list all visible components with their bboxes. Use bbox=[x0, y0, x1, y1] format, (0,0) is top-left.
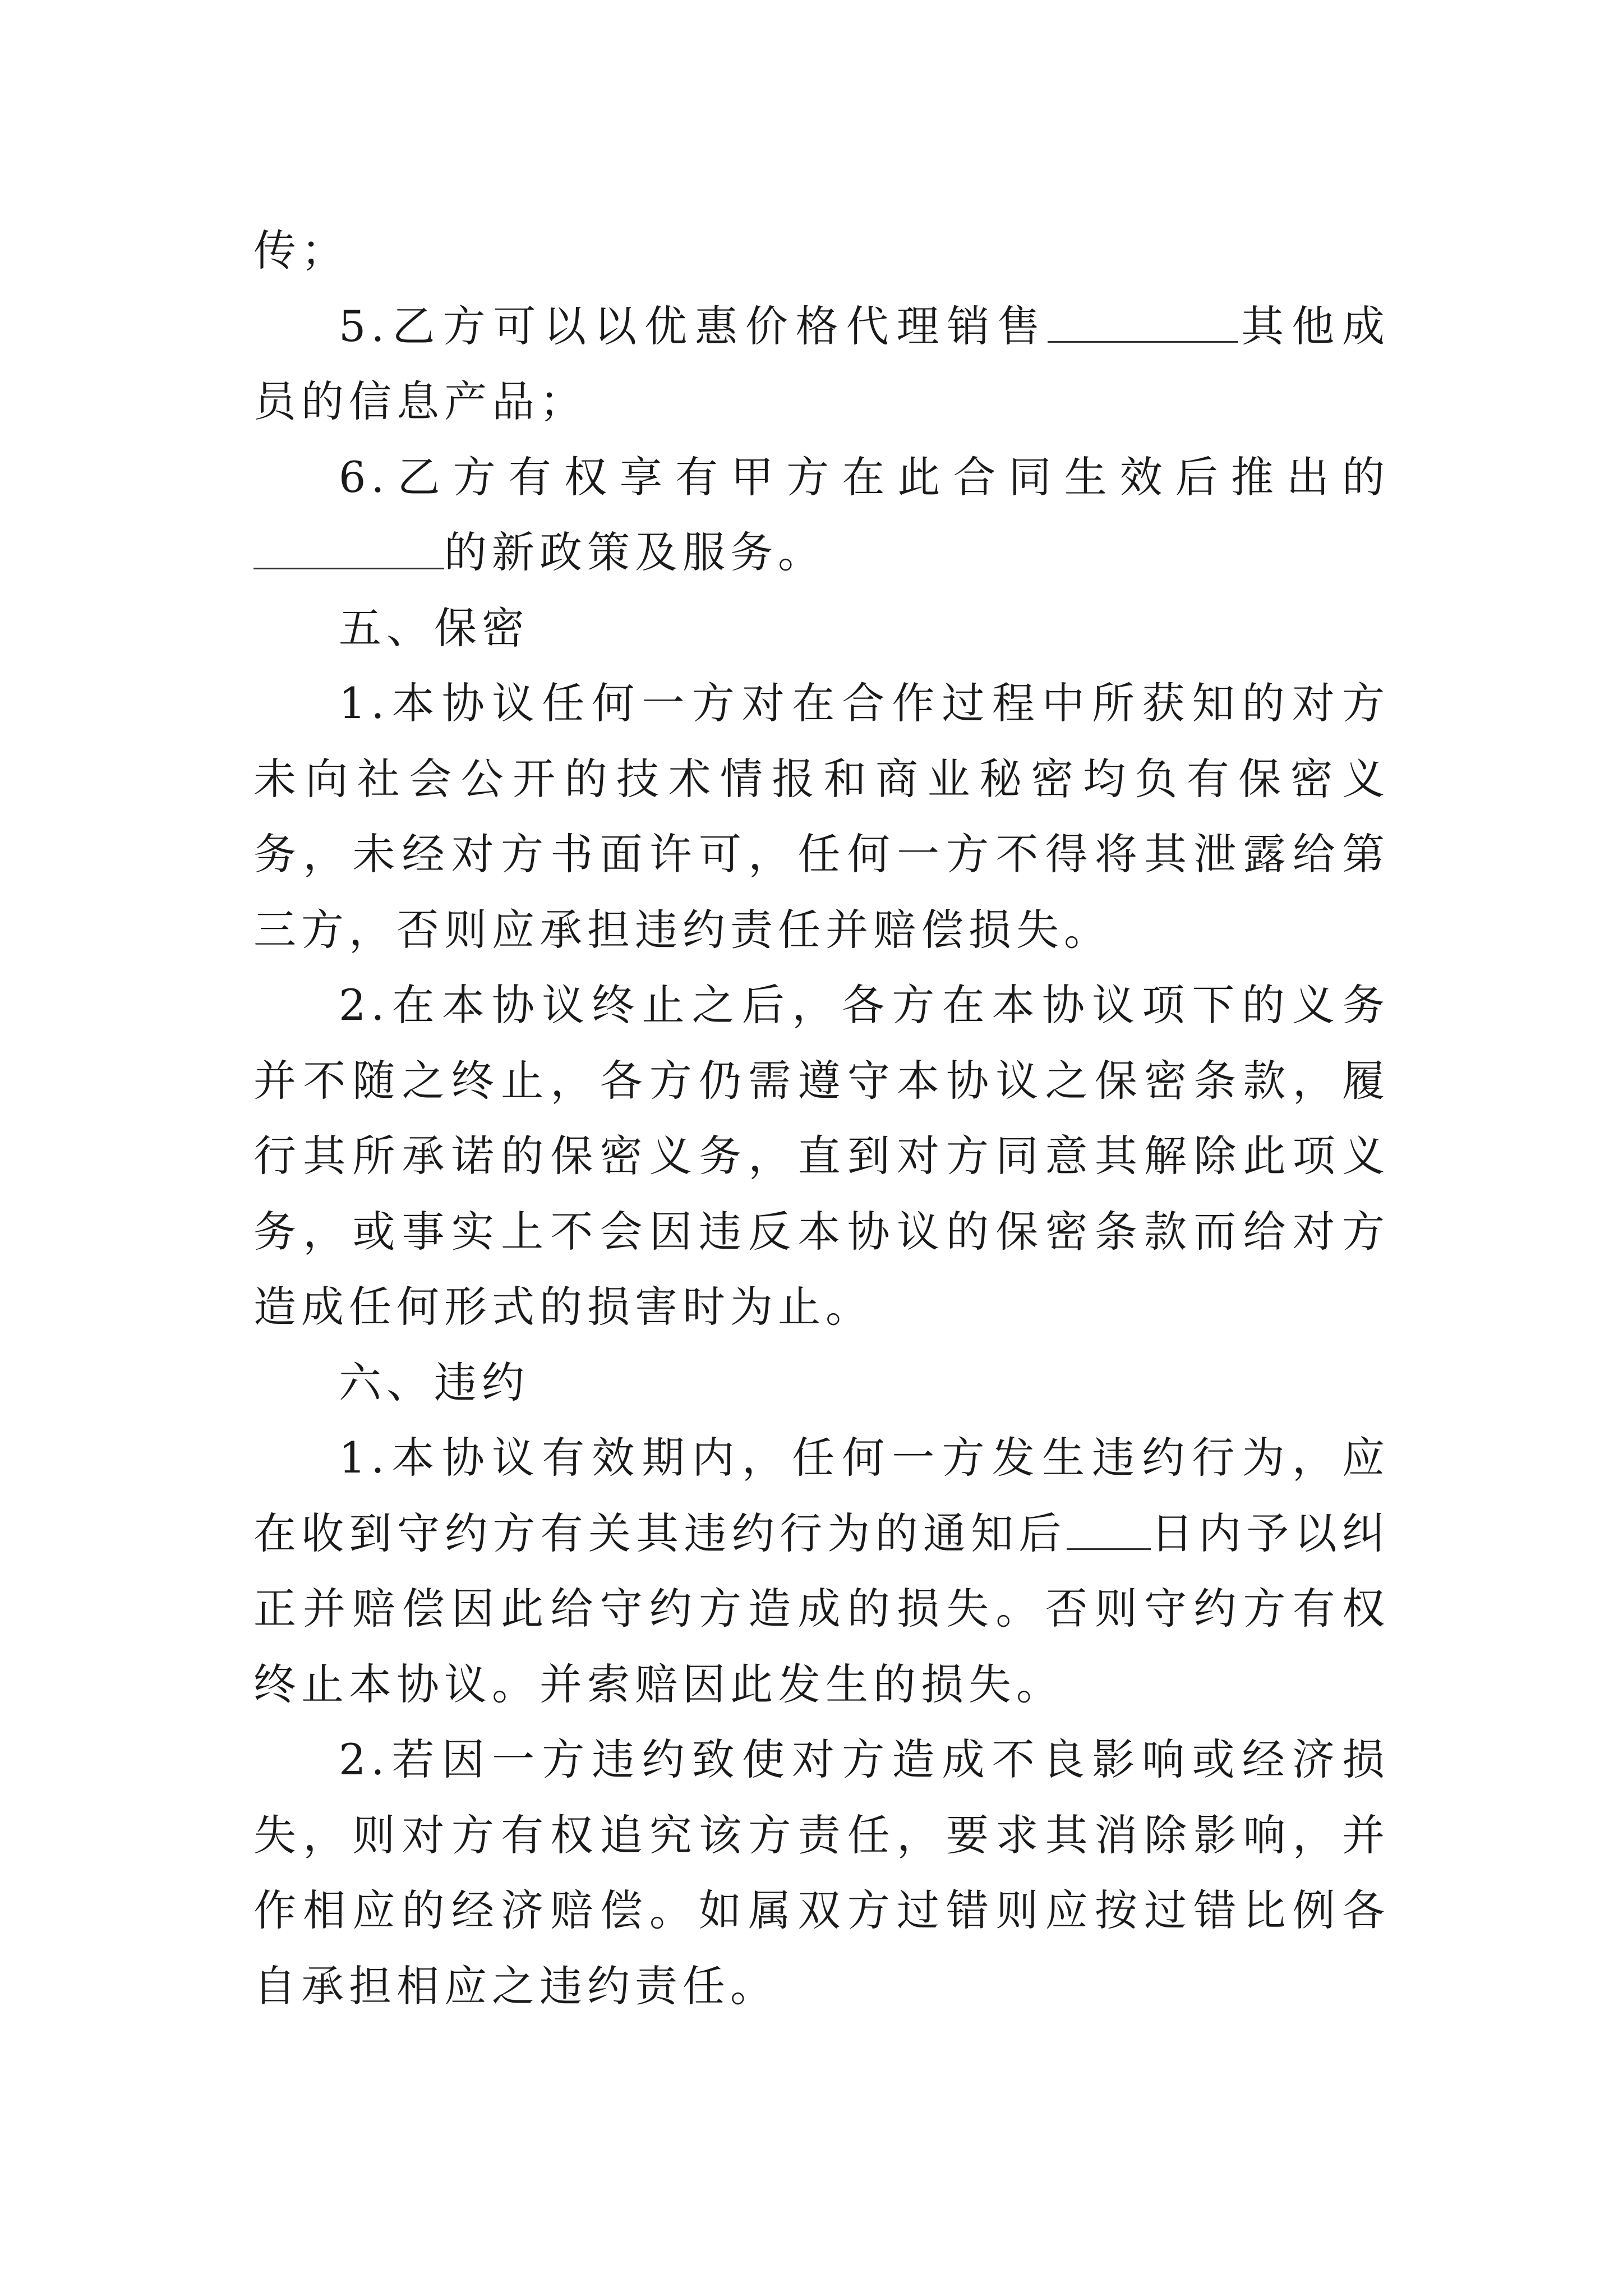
paragraph-text: 5.乙方可以以优惠价格代理销售 bbox=[339, 301, 1048, 351]
clause-5-1 bbox=[253, 666, 1390, 968]
fill-in-blank bbox=[1067, 1510, 1151, 1550]
paragraph-text: 日内予以纠正并赔偿因此给守约方造成的损失。否则守约方有权终止本协议。并索赔因此发生的损失。 bbox=[253, 1508, 1390, 1709]
clause-4-6 bbox=[253, 440, 1390, 591]
fill-in-blank bbox=[253, 529, 444, 569]
document-body bbox=[253, 213, 1390, 2024]
clause-6-2 bbox=[253, 1722, 1390, 2024]
heading-text: 五、保密 bbox=[339, 602, 529, 653]
paragraph-text: 2.若因一方违约致使对方造成不良影响或经济损失，则对方有权追究该方责任，要求其消除影响，并作相应的经济赔偿。如属双方过错则应按过错比例各自承担相应之违约责任。 bbox=[253, 1734, 1390, 2011]
heading-text: 六、违约 bbox=[339, 1357, 529, 1407]
paragraph-text: 2.在本协议终止之后，各方在本协议项下的义务并不随之终止，各方仍需遵守本协议之保密条款，履行其所承诺的保密义务，直到对方同意其解除此项义务，或事实上不会因违反本协议的保密条款而给对方造成任何形式的损害时为止。 bbox=[253, 980, 1390, 1332]
paragraph-text: 6.乙方有权享有甲方在此合同生效后推出的 bbox=[339, 452, 1390, 502]
clause-4-5 bbox=[253, 289, 1390, 440]
paragraph-continuation bbox=[253, 213, 1390, 289]
paragraph-text: 1.本协议任何一方对在合作过程中所获知的对方未向社会公开的技术情报和商业秘密均负有保密义务，未经对方书面许可，任何一方不得将其泄露给第三方，否则应承担违约责任并赔偿损失。 bbox=[253, 678, 1390, 955]
paragraph-text: 传； bbox=[253, 226, 349, 275]
section-heading-breach bbox=[253, 1345, 1390, 1421]
paragraph-text: 的新政策及服务。 bbox=[444, 527, 826, 577]
clause-5-2 bbox=[253, 968, 1390, 1345]
paragraph-text: 1.本协议有效期内，任何一方发生违约行为，应在收到守约方有关其违约行为的通知后 bbox=[253, 1433, 1390, 1558]
section-heading-confidentiality bbox=[253, 591, 1390, 666]
clause-6-1 bbox=[253, 1420, 1390, 1722]
fill-in-blank bbox=[1048, 303, 1238, 343]
paragraph-text: 其他成员的信息产品； bbox=[253, 301, 1390, 426]
